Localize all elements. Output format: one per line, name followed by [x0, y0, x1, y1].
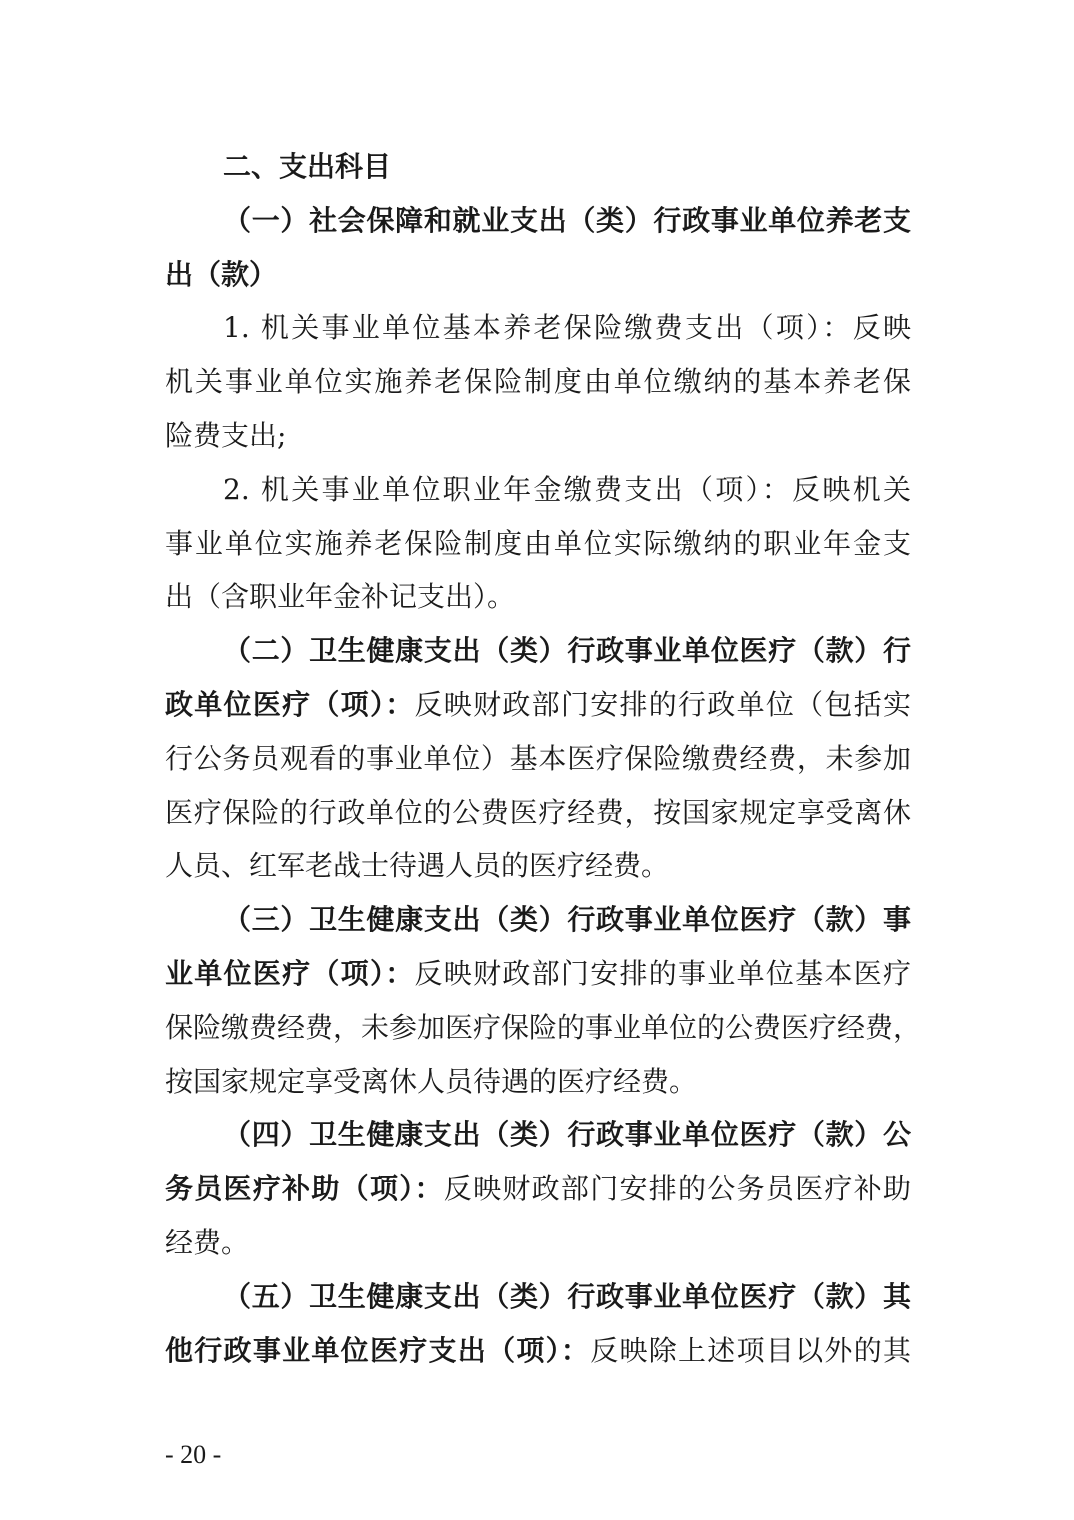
paragraph-line — [165, 570, 911, 624]
paragraph-line — [165, 517, 911, 571]
bold-heading-text: （三）卫生健康支出（类）行政事业单位医疗（款）事 — [223, 903, 911, 937]
body-text: 医疗保险的行政单位的公费医疗经费，按国家规定享受离休 — [165, 795, 911, 829]
body-text: 按国家规定享受离休人员待遇的医疗经费。 — [165, 1064, 698, 1098]
body-text: 1. 机关事业单位基本养老保险缴费支出（项）：反映 — [223, 311, 911, 345]
body-text: 出（含职业年金补记支出）。 — [165, 580, 516, 614]
bold-heading-text: （一）社会保障和就业支出（类）行政事业单位养老支 — [223, 203, 911, 237]
paragraph-line — [165, 355, 911, 409]
paragraph-line — [165, 194, 911, 248]
body-text: 事业单位实施养老保险制度由单位实际缴纳的职业年金支 — [165, 526, 911, 560]
paragraph-line — [165, 409, 911, 463]
bold-heading-text: 政单位医疗（项）： — [165, 687, 415, 721]
paragraph-line — [165, 893, 911, 947]
bold-heading-text: 业单位医疗（项）： — [165, 956, 415, 990]
paragraph-line — [165, 786, 911, 840]
paragraph-line — [165, 301, 911, 355]
bold-heading-text: （二）卫生健康支出（类）行政事业单位医疗（款）行 — [223, 634, 911, 668]
document-body — [165, 140, 922, 1377]
bold-heading-text: 他行政事业单位医疗支出（项）： — [165, 1333, 591, 1367]
bold-heading-text: （四）卫生健康支出（类）行政事业单位医疗（款）公 — [223, 1118, 911, 1152]
paragraph-line — [165, 678, 911, 732]
paragraph-line — [165, 1055, 911, 1109]
page-number: - 20 - — [165, 1440, 222, 1469]
body-text: 反映财政部门安排的公务员医疗补助 — [443, 1172, 911, 1206]
paragraph-line — [165, 140, 911, 194]
paragraph-line — [165, 1270, 911, 1324]
paragraph-line — [165, 839, 911, 893]
body-text: 反映除上述项目以外的其 — [590, 1333, 911, 1367]
paragraph-line — [165, 624, 911, 678]
paragraph-line — [165, 1162, 911, 1216]
paragraph-line — [165, 1216, 911, 1270]
paragraph-line — [165, 947, 911, 1001]
body-text: 反映财政部门安排的事业单位基本医疗 — [414, 956, 911, 990]
paragraph-line — [165, 463, 911, 517]
body-text: 行公务员观看的事业单位）基本医疗保险缴费经费，未参加 — [165, 741, 911, 775]
bold-heading-text: 出（款） — [165, 257, 278, 291]
paragraph-line — [165, 732, 911, 786]
paragraph-line — [165, 1108, 911, 1162]
paragraph-line — [165, 1324, 911, 1378]
body-text: 人员、红军老战士待遇人员的医疗经费。 — [165, 849, 670, 883]
section-title: 二、支出科目 — [223, 150, 392, 183]
body-text: 2. 机关事业单位职业年金缴费支出（项）：反映机关 — [223, 472, 911, 506]
paragraph-line — [165, 248, 911, 302]
body-text: 经费。 — [165, 1225, 250, 1259]
bold-heading-text: （五）卫生健康支出（类）行政事业单位医疗（款）其 — [223, 1279, 911, 1313]
body-text: 反映财政部门安排的行政单位（包括实 — [414, 687, 911, 721]
body-text: 机关事业单位实施养老保险制度由单位缴纳的基本养老保 — [165, 365, 911, 399]
body-text: 险费支出; — [165, 418, 287, 452]
paragraph-line — [165, 1001, 922, 1055]
bold-heading-text: 务员医疗补助（项）： — [165, 1172, 444, 1206]
body-text: 保险缴费经费，未参加医疗保险的事业单位的公费医疗经费， — [165, 1010, 922, 1044]
